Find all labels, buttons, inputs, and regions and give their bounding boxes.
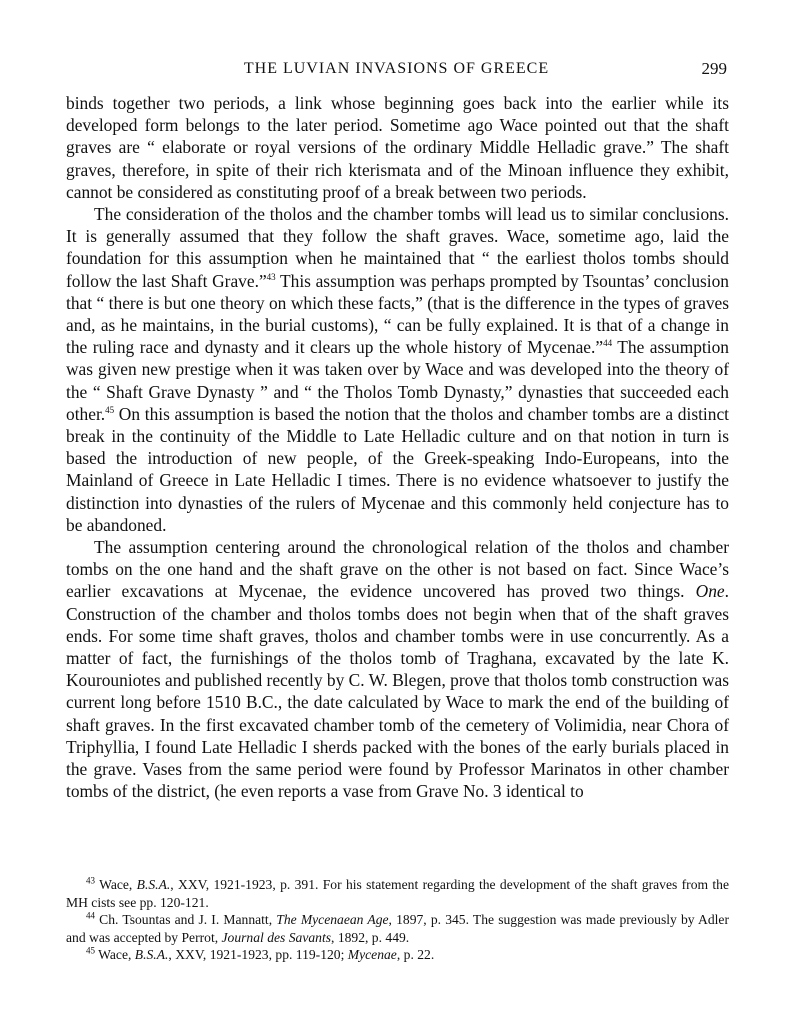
paragraph-2-text-b: This assumption was perhaps prompted by Tsountas’ conclusion that “ there is but one theory on which these facts,” (that is the difference in the types of graves and, as he maintains, in the burial customs), “ can be fully explained. It is that of a change in the ruling race and dynasty and it clears up the whole history of Mycenae.” — [66, 270, 729, 358]
footnote-45 — [66, 946, 729, 964]
footnote-ref-43: 43 — [266, 271, 276, 282]
footnote-number: 45 — [86, 945, 95, 956]
paragraph-2-text-a: The consideration of the tholos and the chamber tombs will lead us to similar conclusions. It is generally assumed that they follow the shaft graves. Wace, sometime ago, laid the foundation for this assumption when he maintained that “ the earliest tholos tombs should follow the last Shaft Grave.” — [66, 204, 729, 291]
footnote-44 — [66, 911, 729, 946]
footnote-part: , 1892, p. 449. — [331, 929, 410, 945]
running-title: THE LUVIAN INVASIONS OF GREECE — [243, 60, 550, 77]
paragraph-1: binds together two periods, a link whose beginning goes back into the earlier while its developed form belongs to the later period. Sometime ago Wace pointed out that the shaft graves are “ elaborate or royal versions of the ordinary Middle Helladic grave.” The shaft graves, therefore, in spite of their rich kterismata and of the Minoan influence they exhibit, cannot be considered as constituting proof of a break between two periods. — [66, 93, 729, 202]
footnote-part: , XXV, 1921-1923, pp. 119-120; — [168, 947, 348, 963]
footnote-43 — [66, 876, 729, 911]
footnote-part: B.S.A. — [136, 877, 171, 892]
footnote-part: Wace, — [95, 877, 137, 892]
footnote-ref-45: 45 — [105, 405, 115, 416]
page-number: 299 — [701, 59, 727, 78]
paragraph-3-text-b: . Construction of the chamber and tholos tombs does not begin when that of the shaft graves ends. For some time shaft graves, tholos and chamber tombs were in use concurrently. As a matter of fact, the furnishings of the tholos tomb of Traghana, excavated by the late K. Kourouniotes and published recently by C. W. Blegen, prove that tholos tomb construction was current long before 1510 B.C., the date calculated by Wace to mark the end of the building of shaft graves. In the first excavated chamber tomb of the cemetery of Volimidia, near Chora of Triphyllia, I found Late Helladic I sherds packed with the bones of the early burials placed in the grave. Vases from the same period were found by Professor Marinatos in other chamber tombs of the district, (he even reports a vase from Grave No. 3 identical to — [66, 581, 729, 802]
footnote-part: , p. 22. — [396, 947, 435, 963]
footnote-part: Wace, — [95, 947, 135, 963]
paragraph-3 — [66, 536, 729, 802]
footnote-part: B.S.A. — [134, 947, 169, 963]
page-header — [66, 56, 727, 82]
paragraph-3-text-a: The assumption centering around the chronological relation of the tholos and chamber tombs on the one hand and the shaft grave on the other is not based on fact. Since Wace’s earlier excavations at Mycenae, the evidence uncovered has proved two things. — [66, 537, 729, 602]
footnote-part: , 1897, p. 345. The suggestion was made previously by Adler and was accepted by Perrot, — [66, 912, 729, 945]
footnote-ref-44: 44 — [603, 338, 613, 349]
footnote-part: Journal des Savants — [221, 929, 332, 945]
footnote-part: Ch. Tsountas and J. I. Mannatt, — [95, 912, 277, 928]
paragraph-2-text-d: On this assumption is based the notion that the tholos and chamber tombs are a distinct break in the continuity of the Middle to Late Helladic culture and on that notion in turn is based the introduction of new people, of the Greek-speaking Indo-Europeans, into the Mainland of Greece in Late Helladic I times. There is no evidence whatsoever to justify the distinction into dynasties of the rulers of Mycenae and this commonly held conjecture has to be abandoned. — [66, 403, 729, 535]
footnotes — [66, 876, 729, 964]
footnote-number: 44 — [86, 910, 95, 921]
paragraph-2-text-c: The assumption was given new prestige when it was taken over by Wace and was developed into the theory of the “ Shaft Grave Dynasty ” and “ the Tholos Tomb Dynasty,” dynasties that succeeded each other. — [66, 337, 729, 424]
paragraph-2 — [66, 203, 729, 536]
paragraph-3-emphasis-one: One — [695, 581, 725, 602]
footnote-part: Mycenae — [347, 947, 397, 963]
footnote-part: , XXV, 1921-1923, p. 391. For his statement regarding the development of the shaft graves from the MH cists see pp. 120-121. — [66, 877, 730, 910]
footnote-number: 43 — [86, 875, 95, 886]
footnote-part: The Mycenaean Age — [276, 912, 389, 928]
body-text — [66, 92, 729, 803]
